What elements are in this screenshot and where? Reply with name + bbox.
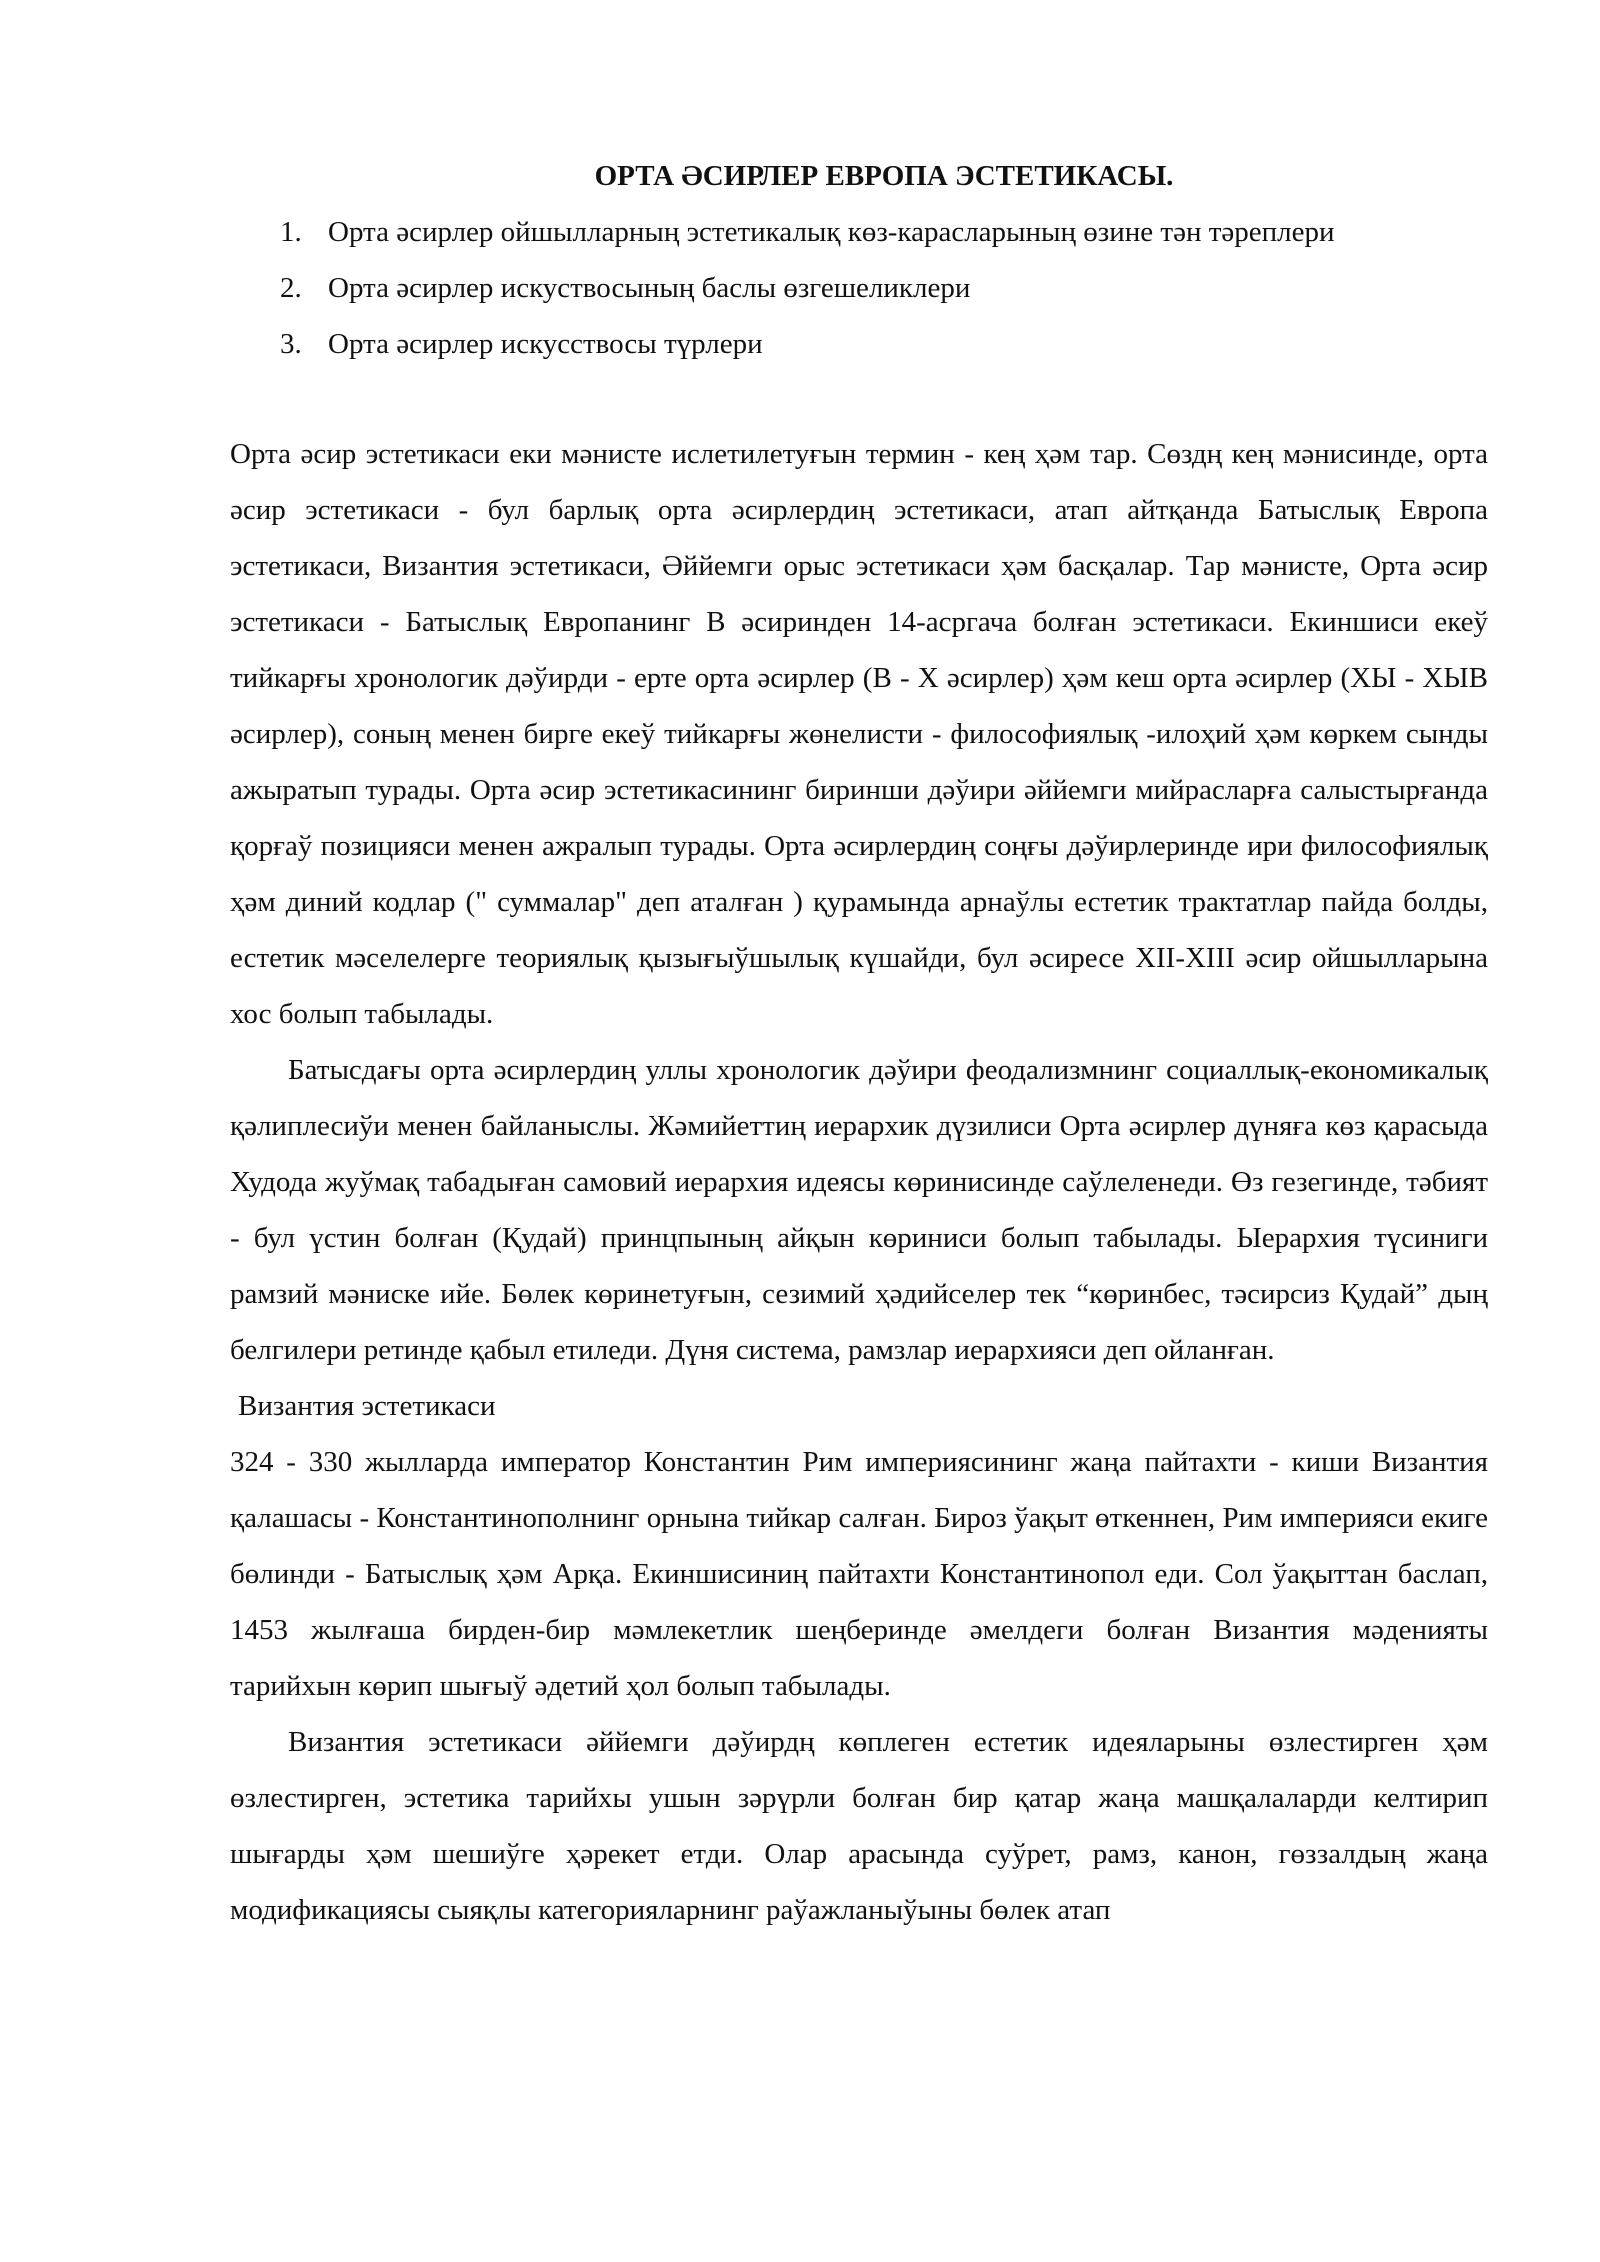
section-heading-byzantine: Византия эстетикаси bbox=[238, 1390, 496, 1422]
spacer bbox=[230, 372, 1488, 426]
document-title: ОРТА ӘСИРЛЕР ЕВРОПА ЭСТЕТИКАСЫ. bbox=[594, 160, 1174, 192]
list-item-number: 3. bbox=[280, 328, 302, 360]
paragraph-western-middle-ages: Батысдағы орта әсирлердиң уллы хронологик дәўири феодализмнинг социаллық-економикалық қәлиплесиўи менен байланыслы. Жәмийеттиң иерархик дүзилиси Орта әсирлер дүняға көз қарасыда Худода жуўмақ табадыған самовий иерархия идеясы көринисинде саўлеленеди. Өз гезегинде, тәбият - бул үстин болған (Қудай) принцпының айқын көриниси болып табылады. Ыерархия түсиниги рамзий мәниске ийе. Бөлек көринетуғын, сезимий ҳәдийселер тек “көринбес, тәсирсиз Қудай” дың белгилери ретинде қабыл етиледи. Дүня система, рамзлар иерархияси деп ойланған. bbox=[230, 1054, 1488, 1366]
list-item-text: Орта әсирлер искусствосы түрлери bbox=[328, 328, 763, 360]
list-item-number: 2. bbox=[280, 272, 302, 304]
document-content bbox=[230, 148, 1488, 1938]
paragraph-byzantium-history: 324 - 330 жылларда император Константин Рим империясининг жаңа пайтахти - киши Византия қалашасы - Константинополнинг орнына тийкар салған. Бироз ўақыт өткеннен, Рим империяси екиге бөлинди - Батыслық ҳәм Арқа. Екиншисиниң пайтахти Константинопол еди. Сол ўақыттан баслап, 1453 жылғаша бирден-бир мәмлекетлик шеңберинде әмелдеги болған Византия мәденияты тарийхын көрип шығыў әдетий ҳол болып табылады. bbox=[230, 1446, 1488, 1702]
questions-list bbox=[230, 204, 1488, 372]
list-item-text: Орта әсирлер искуствосының баслы өзгешеликлери bbox=[328, 272, 971, 304]
list-item-text: Орта әсирлер ойшылларның эстетикалық көз-карасларының өзине тән тәреплери bbox=[328, 216, 1335, 248]
list-item-number: 1. bbox=[280, 216, 302, 248]
paragraph-medieval-aesthetics: Орта әсир эстетикаси еки мәнисте ислетилетуғын термин - кең ҳәм тар. Сөздң кең мәнисинде, орта әсир эстетикаси - бул барлық орта әсирлердиң эстетикаси, атап айтқанда Батыслық Европа эстетикаси, Византия эстетикаси, Әййемги орыс эстетикаси ҳәм басқалар. Тар мәнисте, Орта әсир эстетикаси - Батыслық Европанинг В әсиринден 14-асргача болған эстетикаси. Екиншиси екеў тийкарғы хронологик дәўирди - ерте орта әсирлер (В - Х әсирлер) ҳәм кеш орта әсирлер (ХЫ - ХЫВ әсирлер), соның менен бирге екеў тийкарғы жөнелисти - философиялық -илоҳий ҳәм көркем сынды ажыратып турады. Орта әсир эстетикасининг биринши дәўири әййемги мийрасларға салыстырғанда қорғаў позицияси менен ажралып турады. Орта әсирлердиң соңғы дәўирлеринде ири философиялық ҳәм диний кодлар (" суммалар" деп аталған ) қурамында арнаўлы естетик трактатлар пайда болды, естетик мәселелерге теориялық қызығыўшылық күшайди, бул әсиресе XII-XIII әсир ойшылларына хос болып табылады. bbox=[230, 438, 1488, 1030]
list-item bbox=[280, 316, 1488, 372]
list-item bbox=[280, 260, 1488, 316]
list-item bbox=[280, 204, 1488, 260]
paragraph-byzantine-aesthetics: Византия эстетикаси әййемги дәўирдң көплеген естетик идеяларыны өзлестирген ҳәм өзлестирген, эстетика тарийхы ушын зәрүрли болған бир қатар жаңа машқалаларди келтирип шығарды ҳәм шешиўге ҳәрекет етди. Олар арасында суўрет, рамз, канон, гөззалдың жаңа модификациясы сыяқлы категорияларнинг раўажланыўыны бөлек атап bbox=[230, 1726, 1488, 1926]
